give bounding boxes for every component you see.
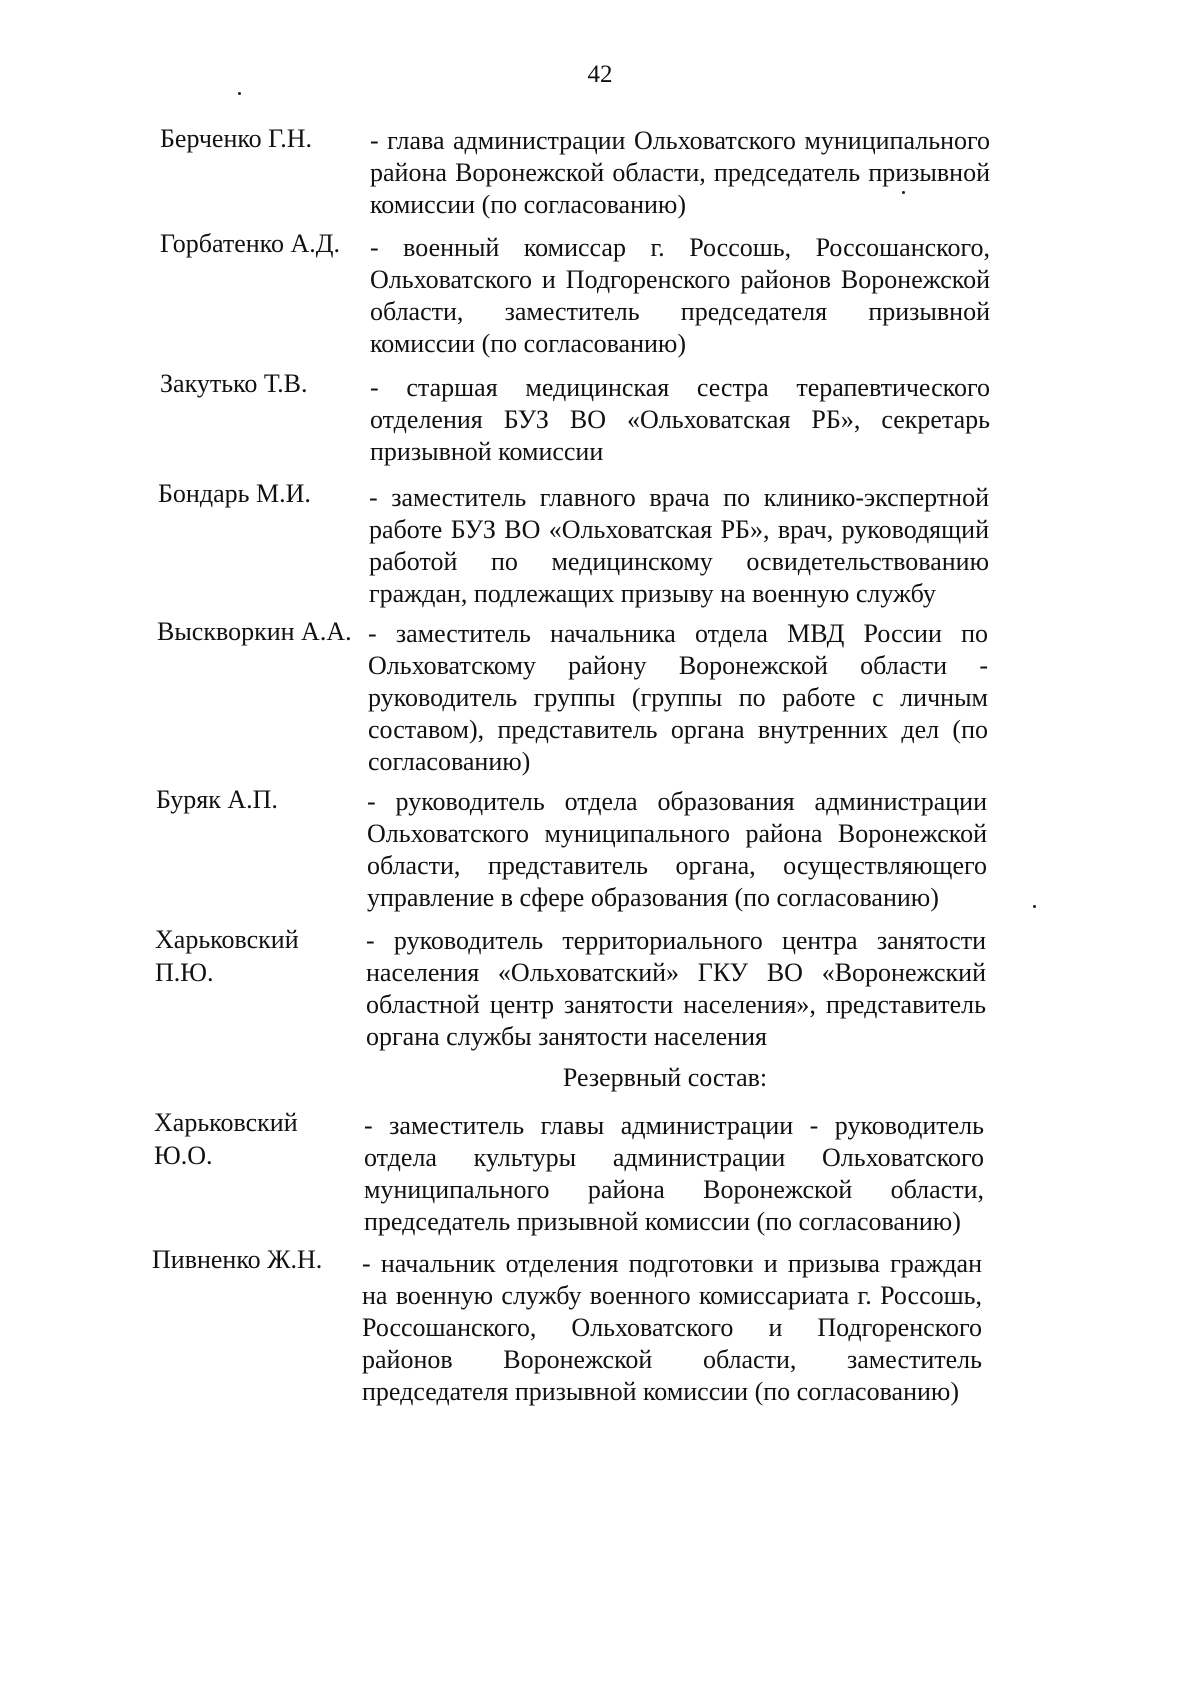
member-name: Горбатенко А.Д.	[160, 229, 340, 258]
scan-speck	[902, 191, 905, 194]
member-role: - заместитель главного врача по клинико-экспертной работе БУЗ ВО «Ольховатская РБ», врач, руководящий работой по медицинскому освидетельствованию граждан, подлежащих призыву на военную службу	[369, 483, 989, 608]
scan-speck	[1033, 905, 1036, 908]
member-name: Харьковский П.Ю.	[155, 925, 299, 987]
member-role: - глава администрации Ольховатского муниципального района Воронежской области, председатель призывной комиссии (по согласованию)	[370, 126, 990, 219]
member-name: Берченко Г.Н.	[160, 124, 313, 153]
member-role: - руководитель отдела образования администрации Ольховатского муниципального района Воронежской области, представитель органа, осуществляющего управление в сфере образования (по согласованию)	[367, 787, 987, 912]
reserve-role: - заместитель главы администрации - руководитель отдела культуры администрации Ольховатского муниципального района Воронежской области, председатель призывной комиссии (по согласованию)	[364, 1111, 984, 1236]
reserve-name: Харьковский Ю.О.	[154, 1108, 298, 1170]
member-role: - военный комиссар г. Россошь, Россошанского, Ольховатского и Подгоренского районов Воронежской области, заместитель председателя призывной комиссии (по согласованию)	[370, 233, 990, 358]
reserve-role: - начальник отделения подготовки и призыва граждан на военную службу военного комиссариата г. Россошь, Россошанского, Ольховатского и Подгоренского районов Воронежской области, заместитель председателя призывной комиссии (по согласованию)	[362, 1249, 982, 1406]
member-role: - руководитель территориального центра занятости населения «Ольховатский» ГКУ ВО «Воронежский областной центр занятости населения», представитель органа службы занятости населения	[366, 926, 986, 1051]
member-name: Буряк А.П.	[156, 785, 278, 814]
member-name: Закутько Т.В.	[160, 369, 308, 398]
member-role: - заместитель начальника отдела МВД России по Ольховатскому району Воронежской области - руководитель группы (группы по работе с личным составом), представитель органа внутренних дел (по согласованию)	[368, 619, 988, 776]
scan-speck	[238, 92, 241, 95]
member-name: Бондарь М.И.	[158, 479, 311, 508]
page-number: 42	[587, 61, 613, 88]
member-role: - старшая медицинская сестра терапевтического отделения БУЗ ВО «Ольховатская РБ», секретарь призывной комиссии	[370, 373, 990, 466]
reserve-section-title: Резервный состав:	[562, 1063, 768, 1092]
member-name: Выскворкин А.А.	[157, 617, 352, 646]
reserve-name: Пивненко Ж.Н.	[152, 1245, 323, 1274]
